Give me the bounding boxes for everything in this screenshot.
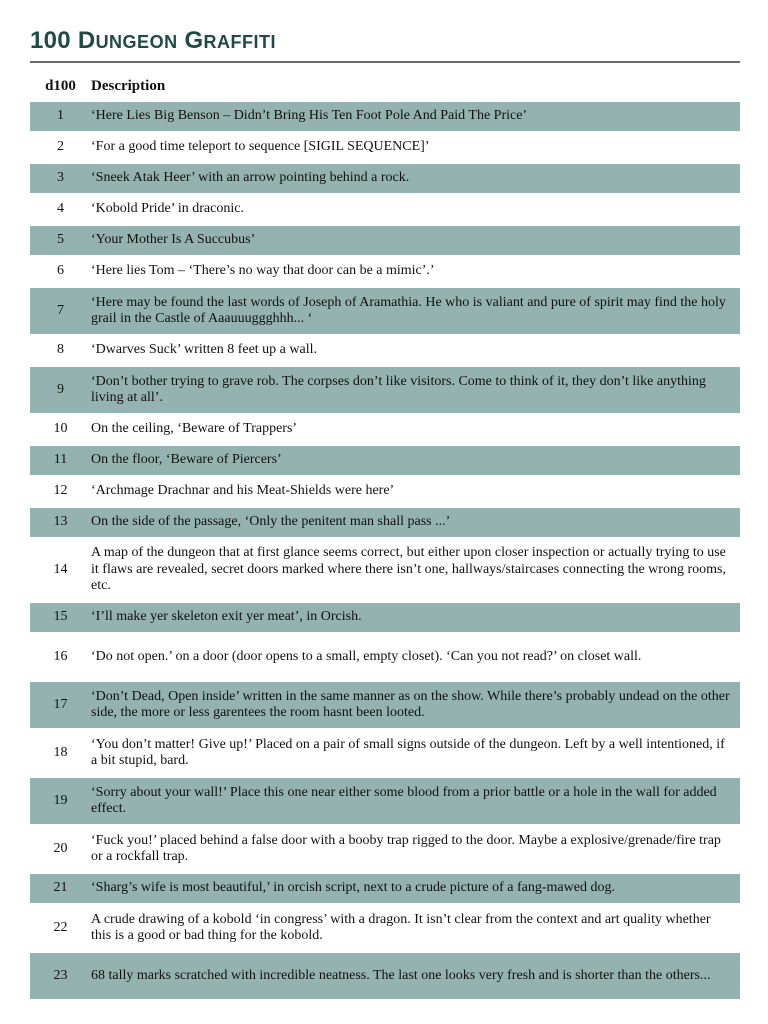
- title-smallcaps: RAFFITI: [203, 32, 277, 52]
- graffiti-description: 68 tally marks scratched with incredible neatness. The last one looks very fresh and is shorter than the others...: [91, 953, 740, 999]
- table-row: [30, 195, 740, 224]
- graffiti-description: ‘Do not open.’ on a door (door opens to a small, empty closet). ‘Can you not read?’ on closet wall.: [91, 648, 642, 664]
- graffiti-description: A map of the dungeon that at first glance seems correct, but either upon closer inspection or actually trying to use it flaws are revealed, secret doors marked where there isn’t one, hallways/staircases connecting the wrong rooms, etc.: [91, 545, 726, 594]
- table-row: [30, 826, 740, 872]
- table-row: [30, 446, 740, 475]
- graffiti-description: ‘Sneek Atak Heer’ with an arrow pointing behind a rock.: [91, 164, 740, 193]
- roll-number: 23: [30, 953, 91, 999]
- title-number: 100: [30, 27, 78, 54]
- roll-number: 2: [57, 139, 64, 155]
- graffiti-description: On the ceiling, ‘Beware of Trappers’: [91, 421, 298, 437]
- graffiti-description: A crude drawing of a kobold ‘in congress’ with a dragon. It isn’t clear from the context and art quality whether this is a good or bad thing for the kobold.: [91, 911, 711, 943]
- roll-number: 22: [53, 919, 68, 935]
- table-row: [30, 288, 740, 334]
- roll-number: 7: [30, 288, 91, 334]
- roll-number: 10: [53, 421, 68, 437]
- graffiti-description: ‘Here may be found the last words of Joseph of Aramathia. He who is valiant and pure of spirit may find the holy grail in the Castle of Aaauuuggghhh... ‘: [91, 288, 740, 334]
- table-row: [30, 102, 740, 131]
- page-title: [30, 26, 276, 57]
- table-row: [30, 133, 740, 162]
- roll-number: 5: [30, 226, 91, 255]
- table-row: [30, 367, 740, 413]
- roll-number: 20: [53, 840, 68, 856]
- table-row: [30, 874, 740, 903]
- table-row: [30, 164, 740, 193]
- roll-number: 1: [30, 102, 91, 131]
- table-row: [30, 730, 740, 776]
- title-smallcaps: UNGEON: [95, 32, 178, 52]
- table-row: [30, 226, 740, 255]
- table-row: [30, 508, 740, 537]
- graffiti-description: ‘Sorry about your wall!’ Place this one near either some blood from a prior battle or a hole in the wall for added effect.: [91, 778, 740, 824]
- graffiti-description: ‘Archmage Drachnar and his Meat-Shields were here’: [91, 483, 395, 499]
- graffiti-description: ‘Sharg’s wife is most beautiful,’ in orcish script, next to a crude picture of a fang-mawed dog.: [91, 874, 740, 903]
- graffiti-description: ‘Dwarves Suck’ written 8 feet up a wall.: [91, 342, 317, 358]
- roll-number: 9: [30, 367, 91, 413]
- table-row: [30, 953, 740, 999]
- roll-number: 12: [53, 483, 68, 499]
- roll-number: 21: [30, 874, 91, 903]
- table-row: [30, 634, 740, 680]
- roll-number: 6: [57, 263, 64, 279]
- table-row: [30, 539, 740, 601]
- roll-number: 3: [30, 164, 91, 193]
- graffiti-description: ‘Here lies Tom – ‘There’s no way that door can be a mimic’.’: [91, 263, 435, 279]
- graffiti-description: ‘For a good time teleport to sequence [SIGIL SEQUENCE]’: [91, 139, 430, 155]
- table-row: [30, 477, 740, 506]
- graffiti-table: [30, 102, 740, 999]
- title-initial: G: [184, 27, 204, 54]
- roll-number: 15: [30, 603, 91, 632]
- roll-number: 14: [53, 561, 68, 577]
- roll-number: 17: [30, 682, 91, 728]
- title-initial: D: [77, 27, 96, 54]
- table-header: [30, 76, 740, 98]
- roll-number: 19: [30, 778, 91, 824]
- table-row: [30, 257, 740, 286]
- roll-number: 18: [53, 744, 68, 760]
- title-rule: [30, 61, 740, 63]
- roll-number: 8: [57, 342, 64, 358]
- graffiti-description: ‘Your Mother Is A Succubus’: [91, 226, 740, 255]
- roll-number: 11: [30, 446, 91, 475]
- roll-number: 4: [57, 201, 64, 217]
- table-row: [30, 778, 740, 824]
- roll-number: 16: [53, 648, 68, 664]
- graffiti-description: On the floor, ‘Beware of Piercers’: [91, 446, 740, 475]
- table-row: [30, 336, 740, 365]
- graffiti-description: ‘Don’t bother trying to grave rob. The corpses don’t like visitors. Come to think of it, they don’t like anything living at all’.: [91, 367, 740, 413]
- graffiti-description: ‘Here Lies Big Benson – Didn’t Bring His Ten Foot Pole And Paid The Price’: [91, 102, 740, 131]
- graffiti-description: On the side of the passage, ‘Only the penitent man shall pass ...’: [91, 508, 740, 537]
- table-row: [30, 682, 740, 728]
- roll-number: 13: [30, 508, 91, 537]
- graffiti-description: ‘Don’t Dead, Open inside’ written in the same manner as on the show. While there’s probably undead on the other side, the more or less garentees the room hasnt been looted.: [91, 682, 740, 728]
- table-row: [30, 415, 740, 444]
- graffiti-description: ‘You don’t matter! Give up!’ Placed on a pair of small signs outside of the dungeon. Left by a well intentioned, if a bit stupid, bard.: [91, 736, 725, 768]
- graffiti-description: ‘Fuck you!’ placed behind a false door with a booby trap rigged to the door. Maybe a explosive/grenade/fire trap or a rockfall trap.: [91, 832, 721, 864]
- graffiti-description: ‘Kobold Pride’ in draconic.: [91, 201, 244, 217]
- table-row: [30, 603, 740, 632]
- table-row: [30, 905, 740, 951]
- column-header-roll: d100: [45, 78, 76, 94]
- column-header-description: Description: [91, 78, 166, 94]
- graffiti-description: ‘I’ll make yer skeleton exit yer meat’, in Orcish.: [91, 603, 740, 632]
